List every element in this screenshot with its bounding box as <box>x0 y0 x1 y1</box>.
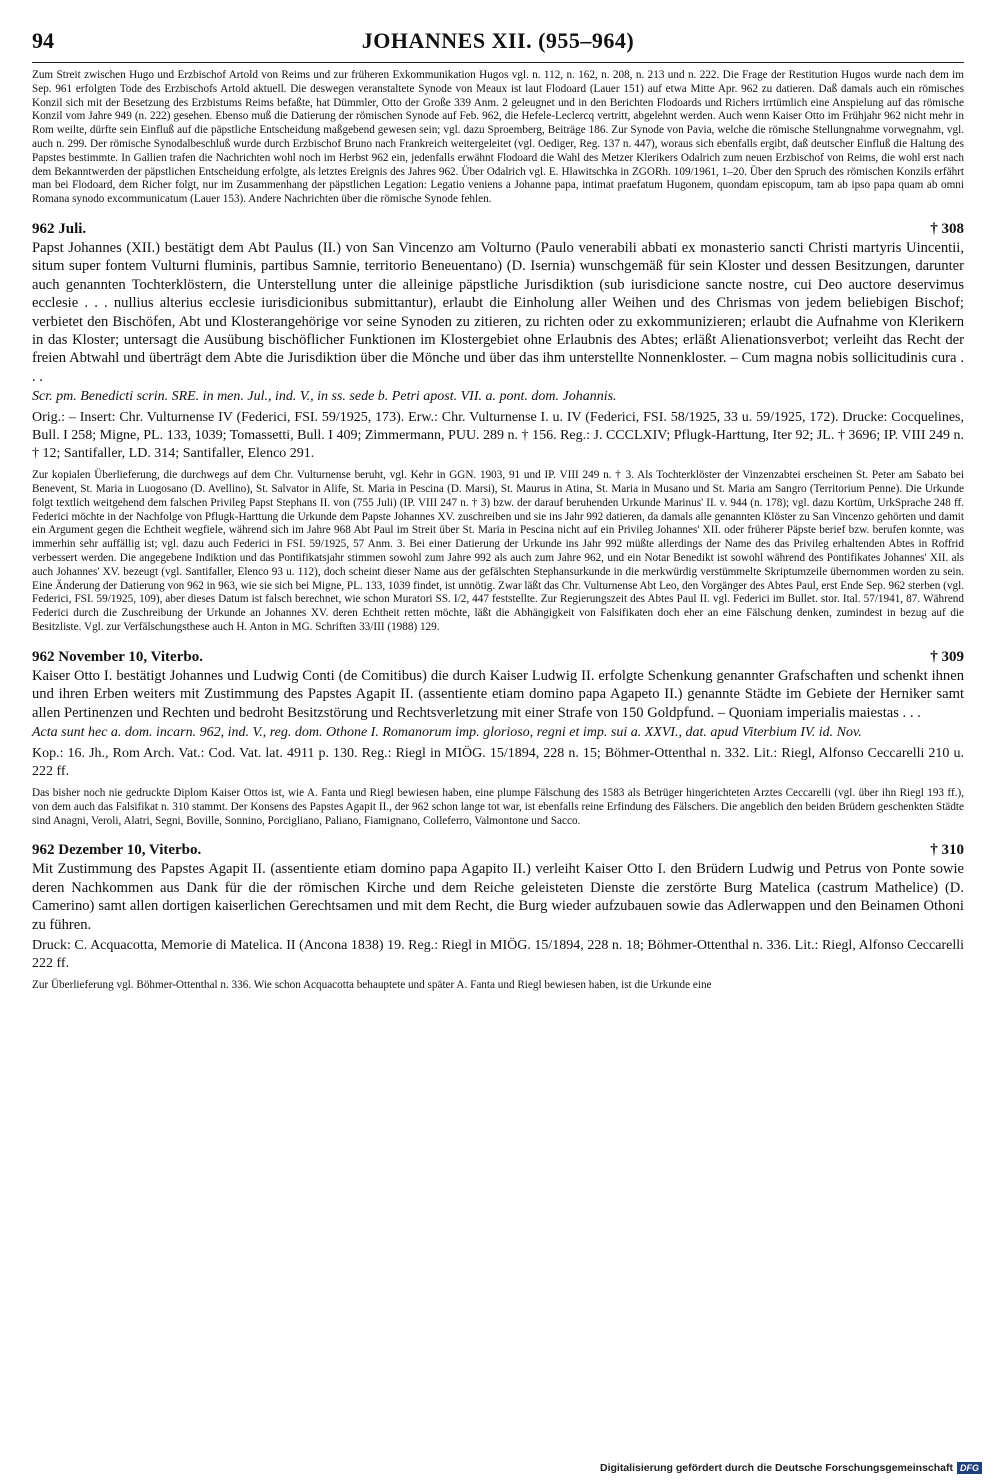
entry-heading <box>32 840 964 860</box>
regest-entry <box>32 219 964 635</box>
entry-text: Mit Zustimmung des Papstes Agapit II. (assentiente etiam domino papa Agapito II.) verleiht Kaiser Otto I. den Brüdern Ludwig und Petrus von Ponte sowie deren Nachkommen aus Dank für die der römischen Kirche und dem Reiche geleisteten Dienste die zerstörte Burg Matelica (castrum Mathelice) (D. Camerino) samt allen dortigen kaiserlichen Gerechtsamen und mit dem Recht, die Burg wieder aufzubauen sowie das Adlerwappen und den Beinamen Othoni zu führen. <box>32 861 964 933</box>
entry-heading <box>32 647 964 667</box>
entry-number: † 309 <box>930 648 964 665</box>
entry-subscript: Acta sunt hec a. dom. incarn. 962, ind. V., reg. dom. Othone I. Romanorum imp. glorioso, regni et imp. sui a. XXVI., dat. apud Viterbium IV. id. Nov. <box>32 725 862 740</box>
dfg-logo: DFG <box>957 1462 982 1474</box>
footer-text: Digitalisierung gefördert durch die Deutsche Forschungsgemeinschaft <box>600 1462 953 1474</box>
digitization-footer <box>600 1462 982 1474</box>
entry-references: Kop.: 16. Jh., Rom Arch. Vat.: Cod. Vat. lat. 4911 p. 130. Reg.: Riegl in MIÖG. 15/1894, 228 n. 15; Böhmer-Ottenthal n. 332. Lit.: Riegl, Alfonso Ceccarelli 210 u. 222 ff. <box>32 746 964 779</box>
document-page <box>32 28 964 993</box>
regest-entry <box>32 647 964 829</box>
entry-heading <box>32 219 964 239</box>
entry-date: 962 Dezember 10, Viterbo. <box>32 842 202 859</box>
entry-commentary: Das bisher noch nie gedruckte Diplom Kaiser Ottos ist, wie A. Fanta und Riegl bewiesen haben, eine plumpe Fälschung des 1583 als Betrüger hingerichteten Arztes Ceccarelli (vgl. über ihn Riegl 193 ff.), von dem auch das Falsifikat n. 310 stammt. Der Konsens des Papstes Agapit II., der 962 schon lange tot war, ist ebenfalls reine Erfindung des Fälschers. Die angeblich den beiden Brüdern geschenkten Städte sind Anagni, Veroli, Alatri, Segni, Boville, Sonnino, Porcigliano, Paliano, Fiamignano, Colleferro, Valmontone und Sacco. <box>32 787 964 827</box>
entry-date: 962 November 10, Viterbo. <box>32 648 203 665</box>
entry-text: Kaiser Otto I. bestätigt Johannes und Ludwig Conti (de Comitibus) die durch Kaiser Ludwig II. erfolgte Schenkung genannter Grafschaften und schenkt ihnen und ihren Erben weiters mit Zustimmung des Papstes Agapit II. (assentiente etiam domino papa Agapeto II.) genannte Städte im Gebiete der Herniker samt allen Pertinenzen und Rechten und bedroht Besitzstörung und Rechtsverletzung mit einer Strafe von 150 Goldpfund. – Quoniam imperialis maiestas . . . <box>32 667 964 721</box>
entry-commentary: Zur Überlieferung vgl. Böhmer-Ottenthal n. 336. Wie schon Acquacotta behauptete und später A. Fanta und Riegl bewiesen haben, ist die Urkunde eine <box>32 979 712 992</box>
entry-number: † 308 <box>930 220 964 237</box>
entry-references: Druck: C. Acquacotta, Memorie di Matelica. II (Ancona 1838) 19. Reg.: Riegl in MIÖG. 15/1894, 228 n. 18; Böhmer-Ottenthal n. 336. Lit.: Riegl, Alfonso Ceccarelli 222 ff. <box>32 938 964 972</box>
intro-note: Zum Streit zwischen Hugo und Erzbischof Artold von Reims und zur früheren Exkommunikation Hugos vgl. n. 112, n. 162, n. 208, n. 213 und n. 222. Die Frage der Restitution Hugos wurde nach dem im Sep. 961 erfolgten Tode des Erzbischofs Artold aktuell. Die deswegen veranstaltete Synode von Meaux ist laut Flodoard (Lauer 151) auf etwa Mitte Apr. 962 zu datieren. Daß damals auch ein römisches Konzil sich mit der Besetzung des Erzbistums Reims befaßte, hat Dümmler, Otto der Große 339 Anm. 2 geleugnet und in den Berichten Flodoards und Richers irrtümlich eine Anspielung auf das römische Konzil vom Jahre 949 (n. 222) gesehen. Ebenso muß die Datierung der römischen Synode auf Feb. 962, die Hefele-Leclercq vertritt, abgelehnt werden. Auch wenn Kaiser Otto im Frühjahr 962 nicht mehr in Rom weilte, dürfte sein Einfluß auf die päpstliche Entscheidung maßgebend gewesen sein; vgl. dazu Sproemberg, Beiträge 186. Zur Synode von Pavia, welche die römische Stellungnahme vorwegnahm, vgl. auch n. 299. Der römische Synodalbeschluß wurde durch Erzbischof Bruno nach Frankreich weitergeleitet (vgl. Oediger, Reg. 137 n. 447), woraus sich ebenfalls ergibt, daß deutscher Einfluß die Haltung des Papstes bestimmte. In Gallien trafen die Nachrichten wohl noch im Herbst 962 ein, jedenfalls erwähnt Flodoard die Wahl des Metzer Klerikers Odalrich zum neuen Erzbischof von Reims, die wohl erst nach dem Bekanntwerden der päpstlichen Entscheidung erfolgte, als letztes Ereignis des Jahres 962. Über Odalrich vgl. E. Hlawitschka in ZGORh. 109/1961, 1–20. Über den Spruch des römischen Konzils erfährt man bei Flodoard, dem Richer folgt, nur im Zusammenhang der päpstlichen Legation: Legatio veniens a Johanne papa, intimat praefatum Hugonem, quondam episcopum, tam ab ipso papa quam ab omni Romana synodo excommunicatum (Lauer 153). Andere Nachrichten über die römische Synode fehlen. <box>32 69 964 206</box>
entry-text: Papst Johannes (XII.) bestätigt dem Abt Paulus (II.) von San Vincenzo am Volturno (Paulo venerabili abbati ex monasterio sancti Christi martyris Uincentii, situm super fontem Vulturni fluminis, partibus Samnie, territorio Beneuentano) (D. Isernia) wunschgemäß für sein Kloster und dessen Besitzungen, darunter auch genannten Tochterklöstern, die Unterstellung unter die alleinige päpstliche Jurisdiktion (sub iurisdicione sancte nostre, cui Deo auctore deservimus ecclesie . . . nullius alterius ecclesie iurisdicionibus submittantur), erlaubt die Einholung aller Weihen und des Chrismas von jedem beliebigen Bischof; verbietet den Bischöfen, Abt und Klosterangehörige vor seine Synoden zu zitieren, zu richten oder zu exkommunizieren; erlaubt die Aufnahme von Klerikern in das Kloster; untersagt die Ausübung bischöflicher Funktionen im Klostergebiet ohne Erlaubnis des Abtes; erläßt Alienationsverbot; verleiht das Recht der freien Abtwahl und überträgt dem Abte die Jurisdiktion über die Mönche und über das ihm unterstellte Nonnenkloster. – Cum magna nobis sollicitudinis cura . . . <box>32 239 964 385</box>
running-header <box>32 28 964 63</box>
entry-references: Orig.: – Insert: Chr. Vulturnense IV (Federici, FSI. 59/1925, 173). Erw.: Chr. Vulturnense I. u. IV (Federici, FSI. 58/1925, 33 u. 59/1925, 172). Drucke: Cocquelines, Bull. I 258; Migne, PL. 133, 1039; Tomassetti, Bull. I 409; Zimmermann, PUU. 289 n. † 156. Reg.: J. CCCLXIV; Pflugk-Harttung, Iter 92; JL. † 3696; IP. VIII 249 n. † 12; Santifaller, LD. 314; Santifaller, Elenco 291. <box>32 410 964 462</box>
page-number: 94 <box>32 28 54 53</box>
entry-commentary: Zur kopialen Überlieferung, die durchwegs auf dem Chr. Vulturnense beruht, vgl. Kehr in GGN. 1903, 91 und IP. VIII 249 n. † 3. Als Tochterklöster der Vinzenzabtei erscheinen St. Peter am Sabato bei Benevent, St. Maria in Luogosano (D. Avellino), St. Salvator in Alife, St. Maria in Pescina (D. Marsi), St. Maurus in Atina, St. Maria in Musano und St. Maria am Sangro (Territorium Penne). Die Urkunde folgt textlich weitgehend dem falschen Privileg Papst Stephans II. von (755 Juli) (IP. VIII 247 n. † 3) bzw. der darauf beruhenden Urkunde Marinus' II. v. 944 (n. 178); vgl. dazu Kortüm, UrkSprache 248 ff. Federici möchte in der Nachfolge von Pflugk-Harttung die Urkunde dem Papste Johannes XV. zuschreiben und sie ins Jahr 992 datieren, da damals alle genannten Klöster zu San Vincenzo gehörten und damit ein Argument gegen die Echtheit wegfiele, während sich im Jahre 968 Abt Paul im Streit über St. Maria in Pescina nicht auf ein Privileg Johannes' XII. oder früherer Päpste berief bzw. berufen konnte, was immerhin sehr auffällig ist; vgl. dazu auch Federici in FSI. 59/1925, 57 Anm. 3. Bei einer Datierung der Urkunde ins Jahr 992 müßte allerdings der Name des das Privileg erhaltenden Abtes in Roffrid verbessert werden. Die angegebene Indiktion und das Pontifikatsjahr stimmen sowohl zum Jahre 992 als auch zum Jahre 962, und ein Notar Benedikt ist sowohl während des Pontifikates Johannes' XII. als auch Johannes' XV. bezeugt (vgl. Santifaller, Elenco 93 u. 112), doch scheint dieser Name aus der gefälschten Stephansurkunde in die merkwürdig verstümmelte Skriptumzeile übernommen worden zu sein. Eine Änderung der Datierung von 962 in 963, wie sie sich bei Migne, PL. 133, 1039 findet, ist unnötig. Zwar läßt das Chr. Vulturnense Abt Leo, den Vorgänger des Abtes Paul, erst Ende Sep. 962 sterben (vgl. Federici, FSI. 59/1925, 109), aber dieses Datum ist falsch berechnet, wie schon Muratori SS. I/2, 447 feststellte. Zur Regierungszeit des Abtes Paul II. vgl. Federici im Bullet. stor. Ital. 57/1941, 87. Während Federici durch die Zuschreibung der Urkunde an Johannes XV. deren Echtheit retten möchte, läßt die Abhängigkeit von Falsifikaten doch eher an eine Fälschung denken, zumindest in bezug auf die Besitzliste. Vgl. zur Verfälschungsthese auch H. Anton in MG. Schriften 33/III (1988) 129. <box>32 469 964 633</box>
running-title: JOHANNES XII. (955–964) <box>361 28 635 53</box>
entry-date: 962 Juli. <box>32 220 87 237</box>
entry-subscript: Scr. pm. Benedicti scrin. SRE. in men. Jul., ind. V., in ss. sede b. Petri apost. VII. a. pont. dom. Johannis. <box>32 389 617 405</box>
entry-number: † 310 <box>930 842 964 859</box>
regest-entry <box>32 840 964 992</box>
